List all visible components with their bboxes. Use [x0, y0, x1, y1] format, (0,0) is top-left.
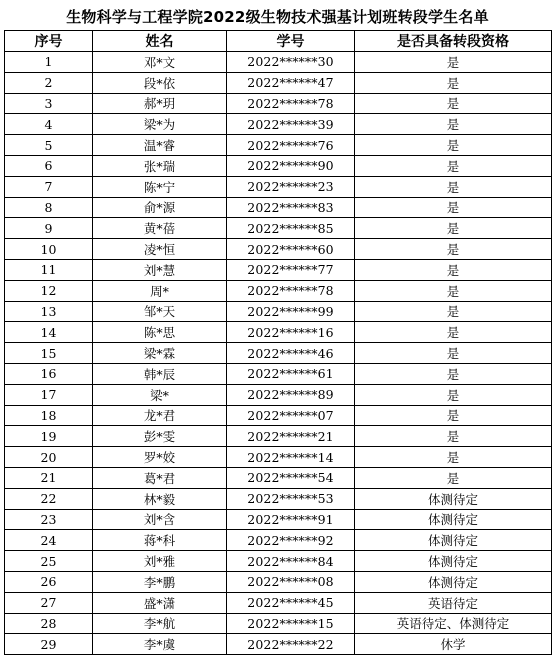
cell-eligibility: 是: [355, 218, 552, 239]
cell-index: 22: [5, 488, 93, 509]
header-index: 序号: [5, 31, 93, 52]
cell-index: 17: [5, 384, 93, 405]
cell-eligibility: 是: [355, 343, 552, 364]
table-row: [5, 447, 552, 468]
cell-index: 13: [5, 301, 93, 322]
cell-name: 彭*雯: [93, 426, 227, 447]
cell-name: 邹*天: [93, 301, 227, 322]
cell-eligibility: 是: [355, 426, 552, 447]
cell-index: 16: [5, 363, 93, 384]
table-row: [5, 530, 552, 551]
cell-name: 刘*含: [93, 509, 227, 530]
table-row: [5, 592, 552, 613]
cell-name: 刘*慧: [93, 259, 227, 280]
cell-student-id: 2022******53: [227, 488, 355, 509]
cell-student-id: 2022******15: [227, 613, 355, 634]
table-row: [5, 280, 552, 301]
cell-eligibility: 是: [355, 155, 552, 176]
cell-eligibility: 是: [355, 467, 552, 488]
cell-student-id: 2022******47: [227, 72, 355, 93]
cell-student-id: 2022******89: [227, 384, 355, 405]
cell-name: 韩*辰: [93, 363, 227, 384]
cell-student-id: 2022******21: [227, 426, 355, 447]
table-row: [5, 509, 552, 530]
cell-index: 9: [5, 218, 93, 239]
cell-index: 25: [5, 551, 93, 572]
cell-name: 梁*: [93, 384, 227, 405]
table-row: [5, 426, 552, 447]
cell-index: 1: [5, 52, 93, 73]
cell-name: 段*依: [93, 72, 227, 93]
cell-name: 陈*思: [93, 322, 227, 343]
cell-index: 28: [5, 613, 93, 634]
cell-index: 6: [5, 155, 93, 176]
cell-student-id: 2022******23: [227, 176, 355, 197]
cell-student-id: 2022******07: [227, 405, 355, 426]
table-row: [5, 551, 552, 572]
cell-student-id: 2022******78: [227, 93, 355, 114]
table-row: [5, 197, 552, 218]
cell-eligibility: 是: [355, 197, 552, 218]
cell-name: 蒋*科: [93, 530, 227, 551]
cell-student-id: 2022******78: [227, 280, 355, 301]
cell-index: 7: [5, 176, 93, 197]
cell-student-id: 2022******99: [227, 301, 355, 322]
cell-eligibility: 是: [355, 72, 552, 93]
cell-index: 15: [5, 343, 93, 364]
cell-student-id: 2022******83: [227, 197, 355, 218]
cell-eligibility: 体测待定: [355, 530, 552, 551]
cell-index: 27: [5, 592, 93, 613]
cell-eligibility: 是: [355, 93, 552, 114]
cell-index: 3: [5, 93, 93, 114]
table-row: [5, 488, 552, 509]
document-title: 生物科学与工程学院2022级生物技术强基计划班转段学生名单: [66, 8, 489, 26]
cell-name: 邓*文: [93, 52, 227, 73]
cell-eligibility: 英语待定、体测待定: [355, 613, 552, 634]
cell-name: 林*毅: [93, 488, 227, 509]
cell-eligibility: 是: [355, 239, 552, 260]
cell-name: 陈*宁: [93, 176, 227, 197]
header-eligibility: 是否具备转段资格: [355, 31, 552, 52]
table-body: [5, 52, 552, 655]
cell-name: 郝*玥: [93, 93, 227, 114]
cell-name: 温*睿: [93, 135, 227, 156]
cell-index: 4: [5, 114, 93, 135]
cell-student-id: 2022******84: [227, 551, 355, 572]
cell-index: 23: [5, 509, 93, 530]
cell-eligibility: 是: [355, 259, 552, 280]
cell-index: 19: [5, 426, 93, 447]
cell-eligibility: 是: [355, 52, 552, 73]
cell-name: 葛*君: [93, 467, 227, 488]
cell-student-id: 2022******16: [227, 322, 355, 343]
cell-index: 18: [5, 405, 93, 426]
table-row: [5, 114, 552, 135]
cell-name: 罗*姣: [93, 447, 227, 468]
cell-eligibility: 体测待定: [355, 571, 552, 592]
cell-index: 10: [5, 239, 93, 260]
cell-student-id: 2022******92: [227, 530, 355, 551]
table-row: [5, 135, 552, 156]
cell-name: 张*瑞: [93, 155, 227, 176]
cell-student-id: 2022******77: [227, 259, 355, 280]
cell-name: 凌*恒: [93, 239, 227, 260]
cell-name: 梁*霖: [93, 343, 227, 364]
cell-eligibility: 是: [355, 280, 552, 301]
cell-eligibility: 体测待定: [355, 488, 552, 509]
cell-index: 20: [5, 447, 93, 468]
cell-name: 梁*为: [93, 114, 227, 135]
cell-student-id: 2022******90: [227, 155, 355, 176]
cell-student-id: 2022******91: [227, 509, 355, 530]
cell-index: 26: [5, 571, 93, 592]
table-row: [5, 613, 552, 634]
header-name: 姓名: [93, 31, 227, 52]
cell-index: 29: [5, 634, 93, 655]
cell-name: 李*航: [93, 613, 227, 634]
table-row: [5, 176, 552, 197]
table-row: [5, 363, 552, 384]
cell-index: 2: [5, 72, 93, 93]
cell-index: 21: [5, 467, 93, 488]
table-row: [5, 322, 552, 343]
cell-student-id: 2022******45: [227, 592, 355, 613]
cell-eligibility: 是: [355, 363, 552, 384]
table-row: [5, 93, 552, 114]
cell-eligibility: 体测待定: [355, 551, 552, 572]
cell-eligibility: 是: [355, 405, 552, 426]
table-row: [5, 467, 552, 488]
cell-student-id: 2022******22: [227, 634, 355, 655]
cell-eligibility: 是: [355, 301, 552, 322]
cell-name: 李*鹏: [93, 571, 227, 592]
cell-index: 12: [5, 280, 93, 301]
table-header-row: [5, 31, 552, 52]
table-row: [5, 405, 552, 426]
header-student-id: 学号: [227, 31, 355, 52]
cell-student-id: 2022******14: [227, 447, 355, 468]
cell-name: 刘*雅: [93, 551, 227, 572]
cell-eligibility: 休学: [355, 634, 552, 655]
cell-student-id: 2022******85: [227, 218, 355, 239]
cell-name: 龙*君: [93, 405, 227, 426]
cell-eligibility: 英语待定: [355, 592, 552, 613]
table-row: [5, 259, 552, 280]
table-row: [5, 72, 552, 93]
cell-eligibility: 体测待定: [355, 509, 552, 530]
cell-name: 李*虞: [93, 634, 227, 655]
cell-student-id: 2022******08: [227, 571, 355, 592]
cell-name: 周*: [93, 280, 227, 301]
cell-index: 5: [5, 135, 93, 156]
cell-eligibility: 是: [355, 447, 552, 468]
cell-eligibility: 是: [355, 176, 552, 197]
cell-eligibility: 是: [355, 114, 552, 135]
table-row: [5, 218, 552, 239]
cell-student-id: 2022******61: [227, 363, 355, 384]
table-row: [5, 634, 552, 655]
table-row: [5, 52, 552, 73]
table-row: [5, 239, 552, 260]
table-row: [5, 571, 552, 592]
cell-eligibility: 是: [355, 135, 552, 156]
cell-student-id: 2022******46: [227, 343, 355, 364]
document-sheet: [4, 4, 551, 655]
cell-student-id: 2022******54: [227, 467, 355, 488]
table-row: [5, 343, 552, 364]
cell-eligibility: 是: [355, 322, 552, 343]
cell-index: 8: [5, 197, 93, 218]
table-row: [5, 384, 552, 405]
cell-name: 俞*源: [93, 197, 227, 218]
cell-name: 盛*潇: [93, 592, 227, 613]
cell-index: 14: [5, 322, 93, 343]
cell-student-id: 2022******39: [227, 114, 355, 135]
cell-student-id: 2022******76: [227, 135, 355, 156]
cell-student-id: 2022******30: [227, 52, 355, 73]
table-row: [5, 155, 552, 176]
cell-student-id: 2022******60: [227, 239, 355, 260]
cell-eligibility: 是: [355, 384, 552, 405]
table-row: [5, 301, 552, 322]
cell-name: 黄*蓓: [93, 218, 227, 239]
cell-index: 11: [5, 259, 93, 280]
student-table: [4, 30, 552, 655]
cell-index: 24: [5, 530, 93, 551]
